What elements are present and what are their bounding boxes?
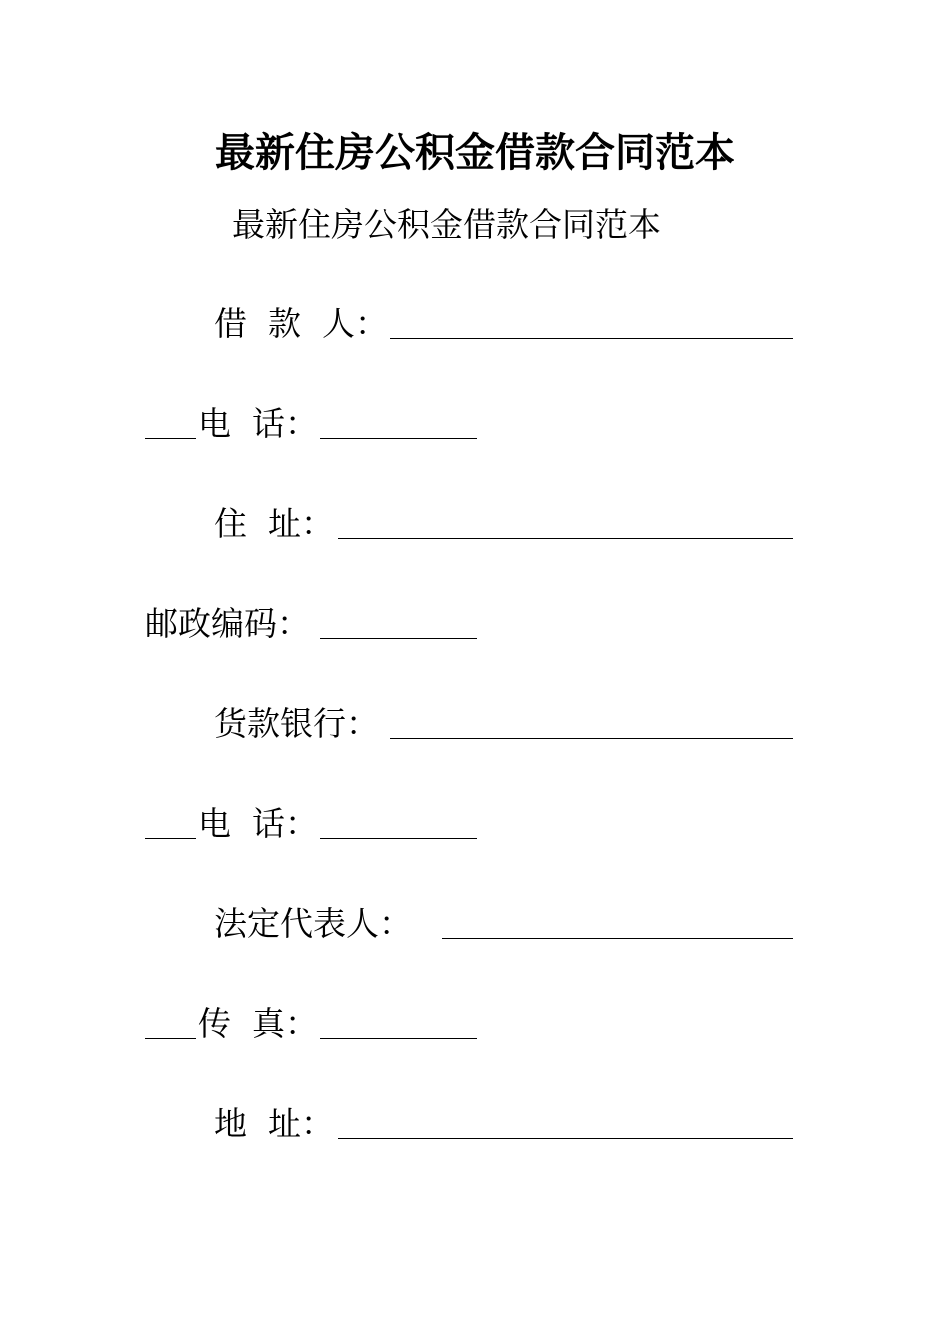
legal-rep-label: 法定代表人： bbox=[214, 904, 412, 943]
borrower-phone-leading-line bbox=[145, 438, 196, 439]
bank-row bbox=[214, 702, 794, 746]
document-subtitle: 最新住房公积金借款合同范本 bbox=[232, 205, 661, 244]
borrower-phone-blank[interactable] bbox=[320, 438, 477, 439]
bank-address-label: 地 址： bbox=[214, 1104, 334, 1143]
postal-code-blank[interactable] bbox=[320, 638, 477, 639]
borrower-address-label: 住 址： bbox=[214, 504, 334, 543]
bank-phone-blank[interactable] bbox=[320, 838, 477, 839]
bank-address-row bbox=[214, 1102, 794, 1146]
borrower-row bbox=[214, 302, 794, 346]
fax-label: 传 真： bbox=[198, 1004, 318, 1043]
postal-code-row bbox=[145, 602, 485, 646]
bank-blank[interactable] bbox=[390, 738, 793, 739]
borrower-phone-row bbox=[198, 402, 498, 446]
borrower-label: 借 款 人： bbox=[214, 304, 388, 343]
borrower-blank[interactable] bbox=[390, 338, 793, 339]
bank-address-blank[interactable] bbox=[338, 1138, 793, 1139]
bank-label: 货款银行： bbox=[214, 704, 379, 743]
fax-leading-line bbox=[145, 1038, 196, 1039]
legal-rep-blank[interactable] bbox=[442, 938, 793, 939]
document-title: 最新住房公积金借款合同范本 bbox=[215, 129, 735, 176]
fax-blank[interactable] bbox=[320, 1038, 477, 1039]
borrower-address-row bbox=[214, 502, 794, 546]
fax-row bbox=[198, 1002, 498, 1046]
borrower-phone-label: 电 话： bbox=[198, 404, 318, 443]
postal-code-label: 邮政编码： bbox=[145, 604, 310, 643]
borrower-address-blank[interactable] bbox=[338, 538, 793, 539]
bank-phone-row bbox=[198, 802, 498, 846]
bank-phone-label: 电 话： bbox=[198, 804, 318, 843]
bank-phone-leading-line bbox=[145, 838, 196, 839]
legal-rep-row bbox=[214, 902, 794, 946]
